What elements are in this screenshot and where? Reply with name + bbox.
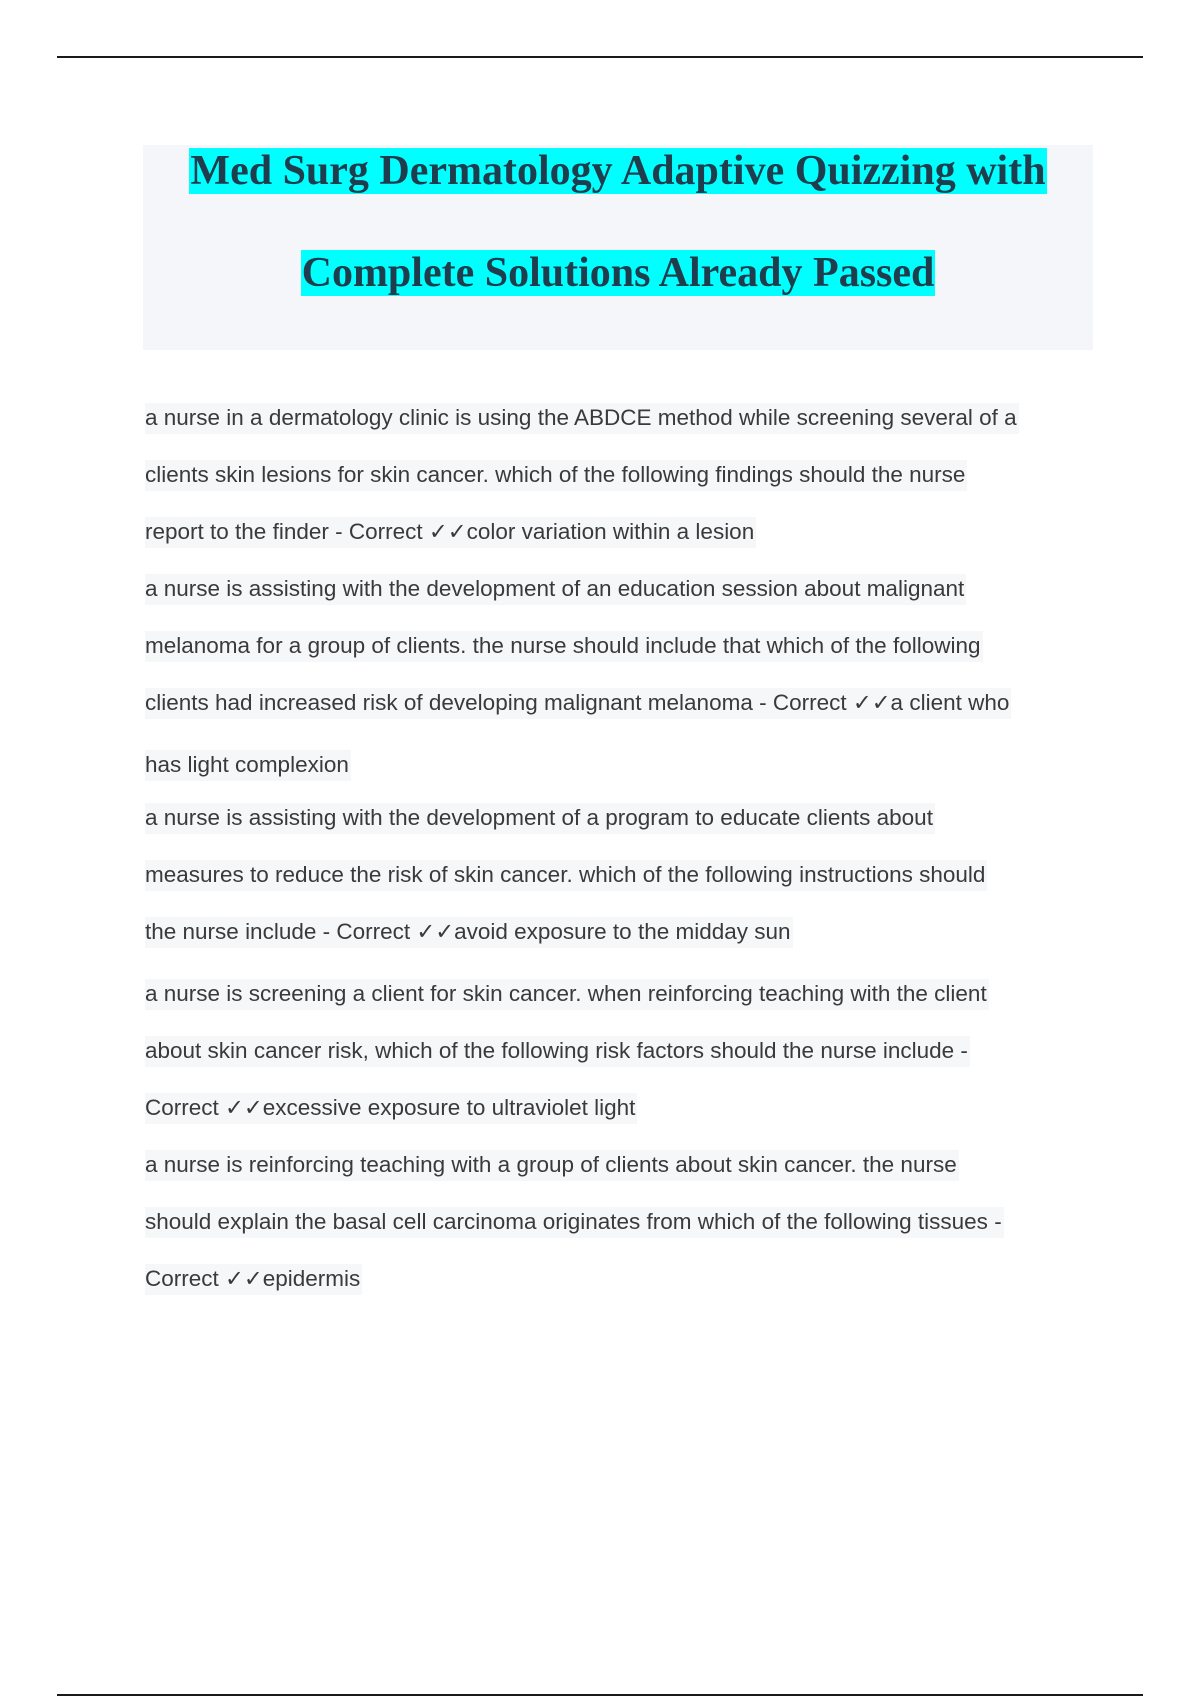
qa-line: clients skin lesions for skin cancer. which of the following findings should the nurse: [145, 453, 1095, 510]
qa-line: about skin cancer risk, which of the following risk factors should the nurse include -: [145, 1029, 1095, 1086]
qa-line: clients had increased risk of developing malignant melanoma - Correct ✓✓a client who: [145, 681, 1095, 743]
qa-line: the nurse include - Correct ✓✓avoid exposure to the midday sun: [145, 910, 1095, 972]
qa-line: a nurse is screening a client for skin cancer. when reinforcing teaching with the client: [145, 972, 1095, 1029]
qa-item: [145, 567, 1095, 796]
qa-list: [145, 396, 1095, 1314]
qa-line: measures to reduce the risk of skin cancer. which of the following instructions should: [145, 853, 1095, 910]
header-rule: [57, 56, 1143, 58]
qa-line: melanoma for a group of clients. the nurse should include that which of the following: [145, 624, 1095, 681]
qa-line: has light complexion: [145, 743, 1095, 796]
qa-item: [145, 796, 1095, 972]
qa-line: Correct ✓✓epidermis: [145, 1257, 1095, 1314]
qa-item: [145, 972, 1095, 1143]
qa-line: a nurse in a dermatology clinic is using the ABDCE method while screening several of a: [145, 396, 1095, 453]
qa-line: should explain the basal cell carcinoma originates from which of the following tissues -: [145, 1200, 1095, 1257]
qa-line: report to the finder - Correct ✓✓color variation within a lesion: [145, 510, 1095, 567]
qa-item: [145, 396, 1095, 567]
document-title-line-2: [143, 247, 1093, 299]
title-text-1: Med Surg Dermatology Adaptive Quizzing with: [190, 148, 1046, 194]
footer-rule: [57, 1694, 1143, 1696]
qa-line: a nurse is assisting with the development of an education session about malignant: [145, 567, 1095, 624]
qa-item: [145, 1143, 1095, 1314]
qa-line: Correct ✓✓excessive exposure to ultraviolet light: [145, 1086, 1095, 1143]
title-text-2: Complete Solutions Already Passed: [301, 250, 935, 296]
document-title-block: [143, 145, 1093, 350]
document-title-line-1: [143, 145, 1093, 197]
qa-line: a nurse is assisting with the development of a program to educate clients about: [145, 796, 1095, 853]
qa-line: a nurse is reinforcing teaching with a group of clients about skin cancer. the nurse: [145, 1143, 1095, 1200]
